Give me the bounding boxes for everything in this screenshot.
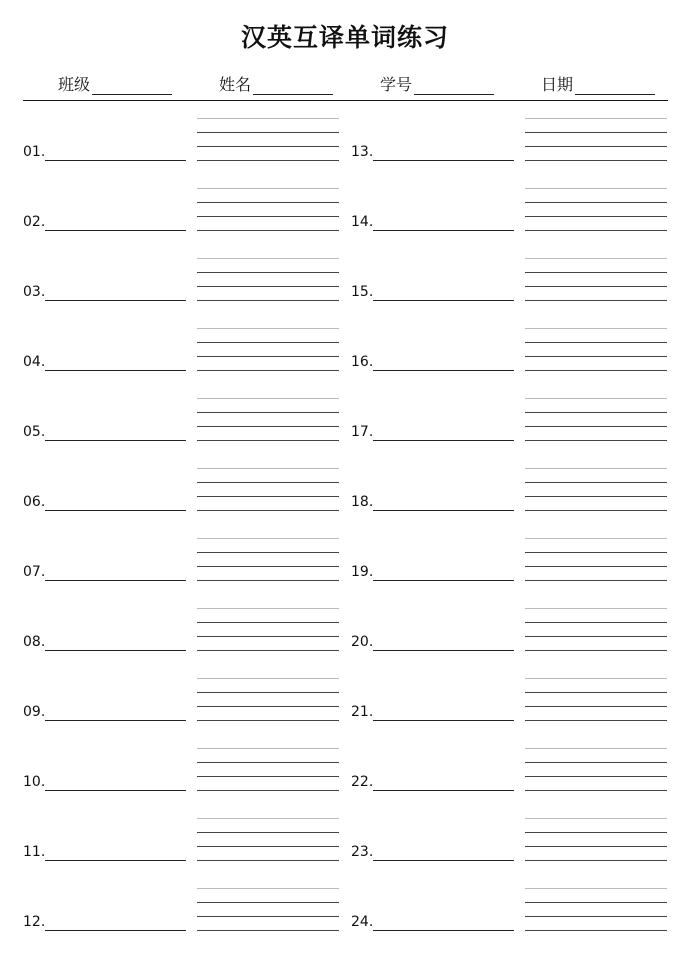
practice-line[interactable] bbox=[525, 468, 667, 469]
practice-line[interactable] bbox=[525, 650, 667, 651]
practice-line[interactable] bbox=[525, 902, 667, 903]
practice-line[interactable] bbox=[197, 398, 339, 399]
practice-line[interactable] bbox=[525, 370, 667, 371]
practice-line[interactable] bbox=[197, 468, 339, 469]
class-field bbox=[58, 72, 172, 95]
practice-line[interactable] bbox=[525, 258, 667, 259]
student-id-label: 学号 bbox=[380, 75, 413, 94]
practice-line[interactable] bbox=[197, 748, 339, 749]
practice-line[interactable] bbox=[525, 272, 667, 273]
worksheet-title: 汉英互译单词练习 bbox=[240, 23, 449, 52]
practice-line[interactable] bbox=[197, 776, 339, 777]
practice-line[interactable] bbox=[525, 622, 667, 623]
practice-line[interactable] bbox=[525, 762, 667, 763]
practice-line[interactable] bbox=[197, 678, 339, 679]
practice-line[interactable] bbox=[525, 412, 667, 413]
practice-line[interactable] bbox=[197, 608, 339, 609]
item-number: 21. bbox=[351, 704, 374, 720]
practice-line[interactable] bbox=[197, 118, 339, 119]
practice-line[interactable] bbox=[197, 636, 339, 637]
practice-line[interactable] bbox=[197, 818, 339, 819]
practice-line[interactable] bbox=[525, 790, 667, 791]
practice-line[interactable] bbox=[197, 538, 339, 539]
practice-line[interactable] bbox=[197, 132, 339, 133]
item-number: 10. bbox=[23, 774, 46, 790]
practice-line[interactable] bbox=[525, 860, 667, 861]
class-label: 班级 bbox=[58, 75, 91, 94]
practice-line[interactable] bbox=[525, 496, 667, 497]
practice-line[interactable] bbox=[525, 328, 667, 329]
answer-line[interactable] bbox=[45, 160, 186, 161]
date-field bbox=[541, 72, 655, 95]
item-number: 17. bbox=[351, 424, 374, 440]
student-id-field bbox=[380, 72, 494, 95]
answer-line[interactable] bbox=[45, 440, 186, 441]
answer-line[interactable] bbox=[45, 510, 186, 511]
practice-line[interactable] bbox=[197, 622, 339, 623]
practice-line[interactable] bbox=[525, 748, 667, 749]
name-label: 姓名 bbox=[219, 75, 252, 94]
answer-line[interactable] bbox=[373, 300, 514, 301]
answer-line[interactable] bbox=[373, 440, 514, 441]
practice-line[interactable] bbox=[197, 650, 339, 651]
answer-line[interactable] bbox=[45, 860, 186, 861]
name-blank[interactable] bbox=[253, 76, 333, 95]
practice-line[interactable] bbox=[197, 342, 339, 343]
answer-line[interactable] bbox=[373, 720, 514, 721]
practice-line[interactable] bbox=[197, 258, 339, 259]
item-number: 06. bbox=[23, 494, 46, 510]
answer-line[interactable] bbox=[45, 720, 186, 721]
answer-line[interactable] bbox=[45, 300, 186, 301]
answer-line[interactable] bbox=[373, 580, 514, 581]
practice-line[interactable] bbox=[525, 118, 667, 119]
practice-line[interactable] bbox=[197, 846, 339, 847]
item-number: 05. bbox=[23, 424, 46, 440]
practice-line[interactable] bbox=[197, 370, 339, 371]
item-number: 08. bbox=[23, 634, 46, 650]
item-number: 24. bbox=[351, 914, 374, 930]
answer-line[interactable] bbox=[373, 370, 514, 371]
practice-line[interactable] bbox=[197, 356, 339, 357]
item-number: 16. bbox=[351, 354, 374, 370]
item-number: 02. bbox=[23, 214, 46, 230]
practice-line[interactable] bbox=[197, 412, 339, 413]
practice-line[interactable] bbox=[525, 846, 667, 847]
item-number: 07. bbox=[23, 564, 46, 580]
practice-line[interactable] bbox=[197, 496, 339, 497]
answer-line[interactable] bbox=[373, 790, 514, 791]
practice-line[interactable] bbox=[197, 580, 339, 581]
practice-line[interactable] bbox=[197, 160, 339, 161]
header-divider bbox=[23, 100, 668, 101]
practice-line[interactable] bbox=[525, 538, 667, 539]
practice-line[interactable] bbox=[197, 146, 339, 147]
answer-line[interactable] bbox=[45, 790, 186, 791]
practice-line[interactable] bbox=[525, 216, 667, 217]
practice-line[interactable] bbox=[197, 202, 339, 203]
practice-line[interactable] bbox=[525, 440, 667, 441]
date-blank[interactable] bbox=[575, 76, 655, 95]
practice-line[interactable] bbox=[197, 300, 339, 301]
answer-line[interactable] bbox=[373, 650, 514, 651]
item-number: 14. bbox=[351, 214, 374, 230]
practice-line[interactable] bbox=[197, 440, 339, 441]
date-label: 日期 bbox=[541, 75, 574, 94]
practice-line[interactable] bbox=[525, 146, 667, 147]
practice-line[interactable] bbox=[525, 286, 667, 287]
practice-line[interactable] bbox=[525, 916, 667, 917]
practice-line[interactable] bbox=[197, 328, 339, 329]
practice-line[interactable] bbox=[525, 636, 667, 637]
answer-line[interactable] bbox=[45, 230, 186, 231]
practice-line[interactable] bbox=[197, 832, 339, 833]
answer-line[interactable] bbox=[373, 230, 514, 231]
practice-line[interactable] bbox=[525, 608, 667, 609]
practice-line[interactable] bbox=[197, 930, 339, 931]
practice-line[interactable] bbox=[525, 706, 667, 707]
practice-line[interactable] bbox=[525, 510, 667, 511]
practice-line[interactable] bbox=[197, 188, 339, 189]
item-number: 11. bbox=[23, 844, 46, 860]
item-number: 01. bbox=[23, 144, 46, 160]
practice-line[interactable] bbox=[197, 482, 339, 483]
practice-line[interactable] bbox=[197, 706, 339, 707]
practice-line[interactable] bbox=[525, 888, 667, 889]
answer-line[interactable] bbox=[45, 580, 186, 581]
practice-line[interactable] bbox=[197, 230, 339, 231]
practice-line[interactable] bbox=[525, 552, 667, 553]
practice-line[interactable] bbox=[525, 566, 667, 567]
class-blank[interactable] bbox=[92, 76, 172, 95]
practice-line[interactable] bbox=[525, 678, 667, 679]
answer-line[interactable] bbox=[45, 650, 186, 651]
item-number: 04. bbox=[23, 354, 46, 370]
answer-line[interactable] bbox=[373, 930, 514, 931]
student-id-blank[interactable] bbox=[414, 76, 494, 95]
item-number: 22. bbox=[351, 774, 374, 790]
practice-line[interactable] bbox=[525, 692, 667, 693]
item-number: 23. bbox=[351, 844, 374, 860]
practice-line[interactable] bbox=[525, 720, 667, 721]
practice-line[interactable] bbox=[197, 860, 339, 861]
practice-line[interactable] bbox=[525, 580, 667, 581]
practice-line[interactable] bbox=[197, 286, 339, 287]
practice-line[interactable] bbox=[197, 790, 339, 791]
practice-line[interactable] bbox=[525, 160, 667, 161]
practice-line[interactable] bbox=[197, 902, 339, 903]
practice-line[interactable] bbox=[525, 342, 667, 343]
item-number: 18. bbox=[351, 494, 374, 510]
item-number: 12. bbox=[23, 914, 46, 930]
practice-line[interactable] bbox=[525, 930, 667, 931]
practice-line[interactable] bbox=[197, 272, 339, 273]
practice-line[interactable] bbox=[197, 566, 339, 567]
item-number: 13. bbox=[351, 144, 374, 160]
practice-line[interactable] bbox=[525, 398, 667, 399]
practice-line[interactable] bbox=[197, 720, 339, 721]
item-number: 20. bbox=[351, 634, 374, 650]
practice-line[interactable] bbox=[197, 552, 339, 553]
practice-line[interactable] bbox=[197, 216, 339, 217]
answer-line[interactable] bbox=[373, 860, 514, 861]
practice-line[interactable] bbox=[525, 202, 667, 203]
practice-line[interactable] bbox=[525, 426, 667, 427]
practice-line[interactable] bbox=[525, 832, 667, 833]
practice-line[interactable] bbox=[525, 300, 667, 301]
practice-line[interactable] bbox=[197, 762, 339, 763]
item-number: 15. bbox=[351, 284, 374, 300]
practice-line[interactable] bbox=[197, 692, 339, 693]
practice-line[interactable] bbox=[525, 776, 667, 777]
practice-line[interactable] bbox=[525, 356, 667, 357]
item-number: 03. bbox=[23, 284, 46, 300]
practice-line[interactable] bbox=[197, 916, 339, 917]
practice-line[interactable] bbox=[525, 482, 667, 483]
answer-line[interactable] bbox=[45, 930, 186, 931]
answer-line[interactable] bbox=[45, 370, 186, 371]
name-field bbox=[219, 72, 333, 95]
practice-line[interactable] bbox=[197, 510, 339, 511]
practice-line[interactable] bbox=[525, 132, 667, 133]
practice-line[interactable] bbox=[525, 230, 667, 231]
answer-line[interactable] bbox=[373, 510, 514, 511]
practice-line[interactable] bbox=[197, 426, 339, 427]
item-number: 19. bbox=[351, 564, 374, 580]
practice-line[interactable] bbox=[525, 188, 667, 189]
practice-line[interactable] bbox=[525, 818, 667, 819]
item-number: 09. bbox=[23, 704, 46, 720]
practice-line[interactable] bbox=[197, 888, 339, 889]
answer-line[interactable] bbox=[373, 160, 514, 161]
